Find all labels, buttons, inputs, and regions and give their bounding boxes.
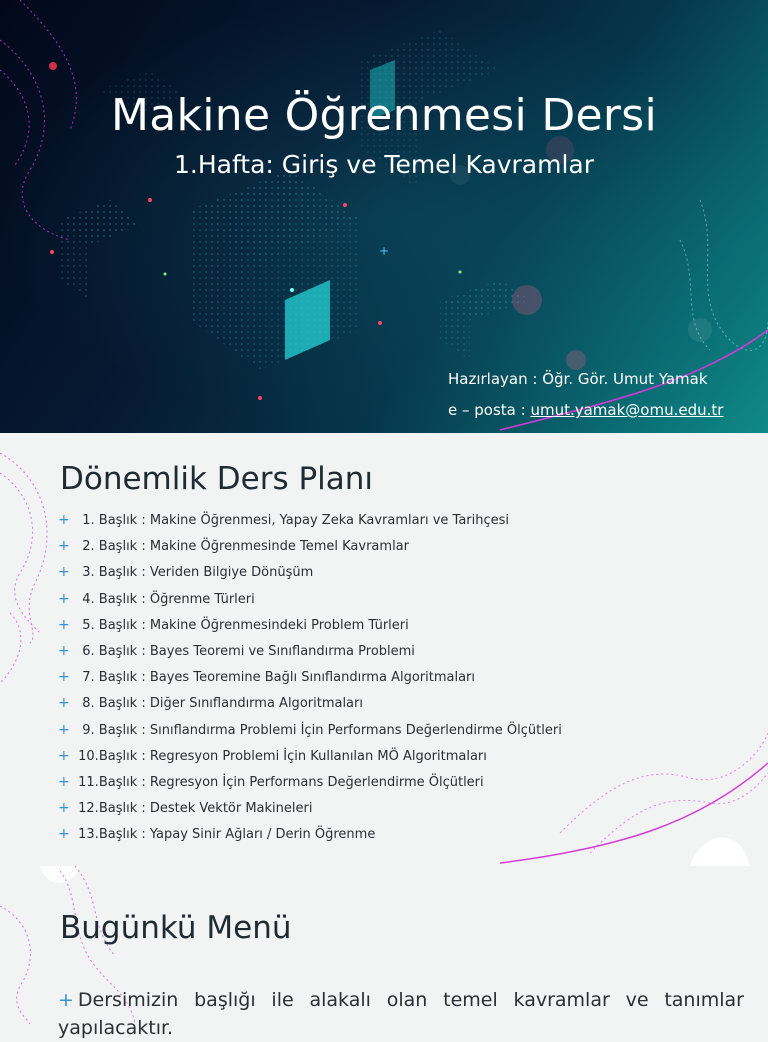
plus-icon: + [58, 721, 70, 738]
plan-heading: Dönemlik Ders Planı [60, 461, 374, 497]
list-item: + 4. Başlık : Öğrenme Türleri [58, 586, 562, 612]
plus-icon: + [58, 642, 70, 659]
list-item: + 6. Başlık : Bayes Teoremi ve Sınıflandırma Problemi [58, 638, 562, 664]
presentation-subtitle: 1.Hafta: Giriş ve Temel Kavramlar [173, 150, 595, 179]
list-item: + 2. Başlık : Makine Öğrenmesinde Temel Kavramlar [58, 533, 562, 559]
email-link[interactable]: umut.yamak@omu.edu.tr [530, 401, 724, 419]
plus-icon: + [58, 826, 70, 843]
plus-icon: + [58, 800, 70, 817]
menu-slide [0, 866, 768, 1039]
list-item: + 1. Başlık : Makine Öğrenmesi, Yapay Zeka Kavramları ve Tarihçesi [58, 507, 562, 533]
plus-icon: + [58, 616, 70, 633]
plan-list [58, 507, 562, 847]
list-item: + 3. Başlık : Veriden Bilgiye Dönüşüm [58, 559, 562, 585]
plus-icon: + [58, 669, 70, 686]
svg-text:+: + [379, 244, 390, 258]
title-slide [0, 0, 768, 433]
plus-icon: + [58, 695, 70, 712]
plus-icon: + [58, 538, 70, 555]
presentation-title: Makine Öğrenmesi Dersi [110, 90, 658, 141]
list-item: + 12.Başlık : Destek Vektör Makineleri [58, 795, 562, 821]
plan-slide [0, 433, 768, 866]
plus-icon: + [58, 512, 70, 528]
plus-icon: + [58, 590, 70, 607]
list-item: + 8. Başlık : Diğer Sınıflandırma Algoritmaları [58, 690, 562, 716]
tech-background-art [0, 0, 768, 433]
menu-bullet: + Dersimizin başlığı ile alakalı olan temel kavramlar ve tanımlar yapılacaktır. [58, 989, 744, 1039]
list-item: + 10.Başlık : Regresyon Problemi İçin Kullanılan MÖ Algoritmaları [58, 743, 562, 769]
plus-icon: + [58, 773, 70, 790]
list-item: + 7. Başlık : Bayes Teoremine Bağlı Sınıflandırma Algoritmaları [58, 664, 562, 690]
plus-icon: + [58, 747, 70, 764]
author-line: Hazırlayan : Öğr. Gör. Umut Yamak [448, 370, 708, 388]
email-line [448, 401, 723, 419]
list-item: + 5. Başlık : Makine Öğrenmesindeki Problem Türleri [58, 612, 562, 638]
menu-heading: Bugünkü Menü [60, 910, 292, 946]
plus-icon: + [58, 564, 70, 581]
plus-icon: + [58, 989, 74, 1011]
email-label: e – posta : [448, 401, 531, 419]
list-item: + 9. Başlık : Sınıflandırma Problemi İçin Performans Değerlendirme Ölçütleri [58, 717, 562, 743]
list-item: + 11.Başlık : Regresyon İçin Performans Değerlendirme Ölçütleri [58, 769, 562, 795]
list-item: + 13.Başlık : Yapay Sinir Ağları / Derin Öğrenme [58, 821, 562, 847]
